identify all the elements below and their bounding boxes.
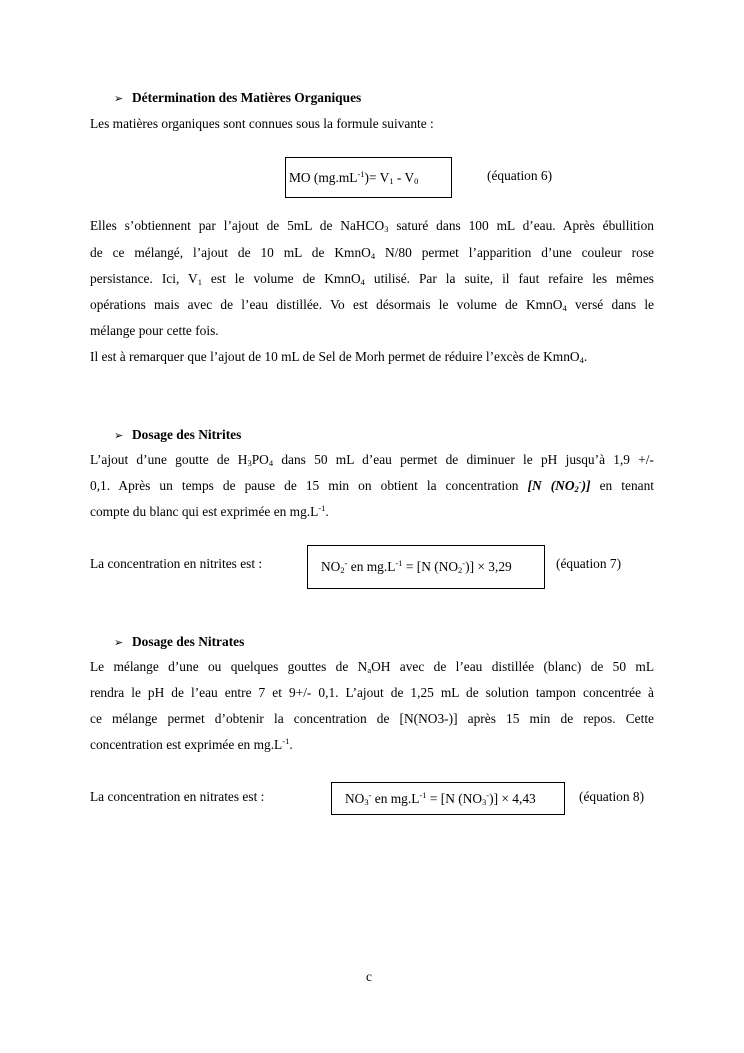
mo-intro: Les matières organiques sont connues sous la formule suivante : xyxy=(90,116,434,131)
arrow-bullet-icon: ➢ xyxy=(114,636,124,649)
nitrites-formula-box xyxy=(307,545,545,589)
equation-8-label: (équation 8) xyxy=(579,789,645,804)
equation-6-label: (équation 6) xyxy=(487,168,553,183)
mo-formula: MO $(mg.mL^{-1})= V_1 - V_0$ xyxy=(289,168,419,186)
arrow-bullet-icon: ➢ xyxy=(114,429,124,442)
nitrates-line-4: concentration est exprimée en $mg.L^{-1}$. xyxy=(90,736,293,752)
nitrites-formula: $NO_2^-$ en $mg.L^{-1} = [N$ $(NO_2^-)] \times 3,29$ xyxy=(321,558,512,575)
mo-para-line-5: mélange pour cette fois. xyxy=(90,323,219,338)
heading-matieres-organiques: ➢ Détermination des Matières Organiques xyxy=(114,90,362,105)
nitrates-formula-box xyxy=(331,782,565,815)
mo-para-line-2: de ce mélangé, l’ajout de 10 mL de KmnO$_4$ N/80 permet l’apparition d’une couleur rose xyxy=(90,245,654,261)
nitrates-conc-label: La concentration en nitrates est : xyxy=(90,789,265,804)
nitrites-conc-label: La concentration en nitrites est : xyxy=(90,556,263,571)
mo-formula-box xyxy=(285,157,452,198)
heading-nitrates: ➢ Dosage des Nitrates xyxy=(114,634,245,649)
nitrates-formula: $NO_3^-$ en $mg.L^{-1} = [N$ $(NO_3^-)] \times 4,43$ xyxy=(345,789,536,807)
equation-7-label: (équation 7) xyxy=(556,556,622,571)
nitrates-line-2: rendra le pH de l’eau entre 7 et 9+/- 0,1. L’ajout de 1,25 mL de solution tampon concentrée à xyxy=(90,685,654,700)
page-footer-marker: c xyxy=(366,969,372,984)
nitrates-line-1: Le mélange d’une ou quelques gouttes de $N_aOH$ avec de l’eau distillée (blanc) de 50 mL xyxy=(90,659,654,675)
nitrites-line-3: compte du blanc qui est exprimée en $mg.L^{-1}$. xyxy=(90,503,329,519)
heading-nitrites: ➢ Dosage des Nitrites xyxy=(114,427,242,442)
nitrites-line-2: 0,1. Après un temps de pause de 15 min on obtient la concentration [N $(NO_2^-)$] en tenant xyxy=(90,477,654,494)
mo-para-line-4: opérations mais avec de l’eau distillée. Vo est désormais le volume de KmnO$_4$ versé dans le xyxy=(90,297,654,313)
mo-para-line-1: Elles s’obtiennent par l’ajout de 5mL de NaHCO$_3$ saturé dans 100 mL d’eau. Après ébullition xyxy=(90,218,654,234)
nitrites-line-1: L’ajout d’une goutte de $H_3PO_4$ dans 50 mL d’eau permet de diminuer le pH jusqu’à 1,9 +/- xyxy=(90,452,654,468)
nitrates-line-3: ce mélange permet d’obtenir la concentration de [N(NO3-)] après 15 min de repos. Cette xyxy=(90,711,654,726)
mo-remark: Il est à remarquer que l’ajout de 10 mL de Sel de Morh permet de réduire l’excès de KmnO$_4$. xyxy=(90,349,588,365)
arrow-bullet-icon: ➢ xyxy=(114,92,124,105)
mo-para-line-3: persistance. Ici, $V_1$ est le volume de KmnO$_4$ utilisé. Par la suite, il faut refaire les mêmes xyxy=(90,271,654,287)
